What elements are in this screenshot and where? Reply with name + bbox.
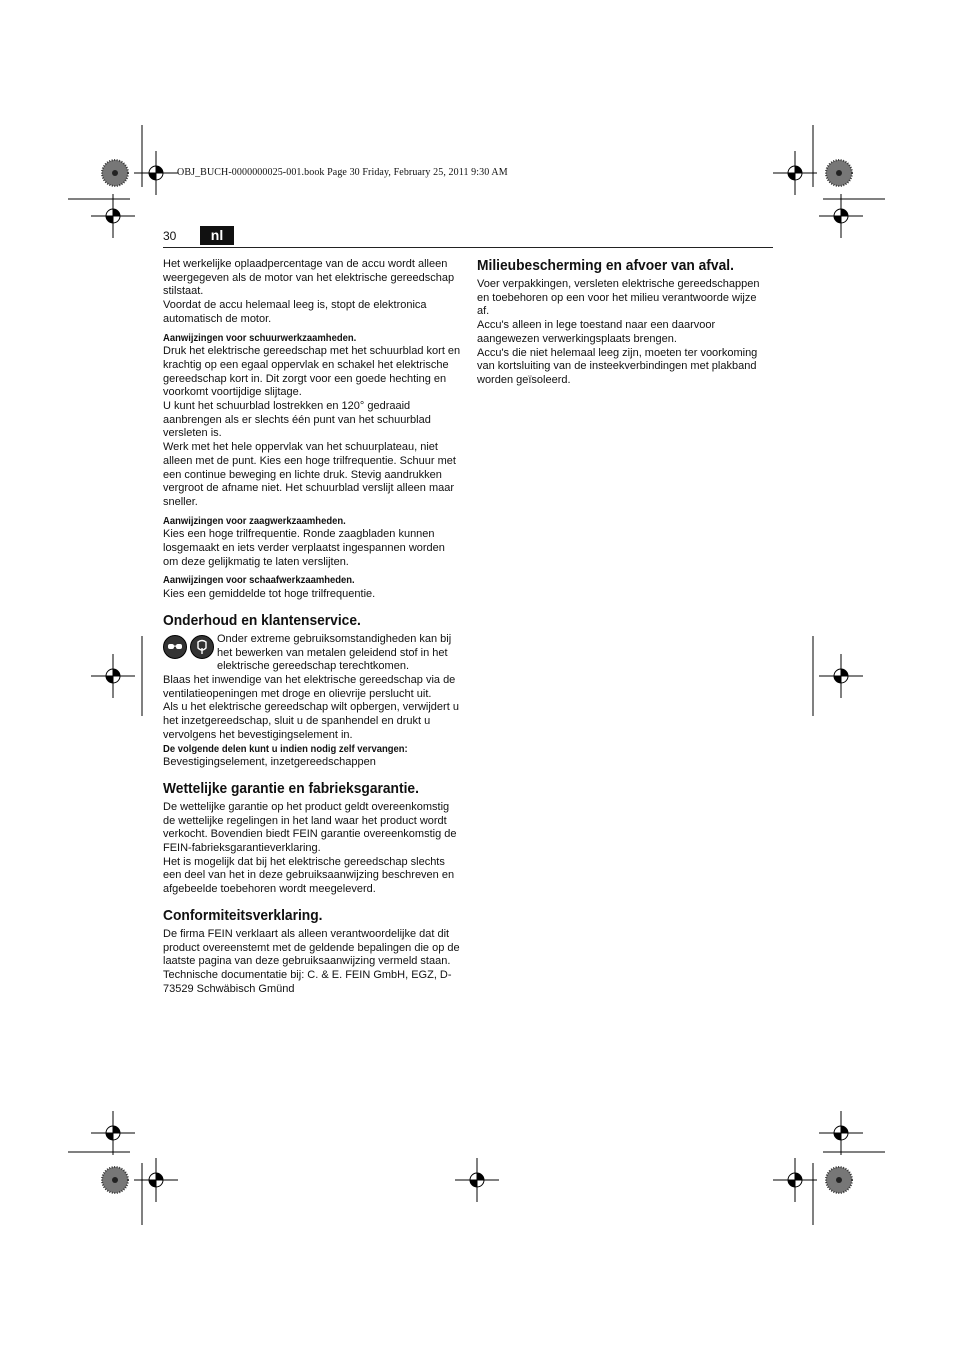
header-rule bbox=[163, 247, 773, 248]
subheading-sawing: Aanwijzingen voor zaagwerkzaamheden. bbox=[163, 514, 346, 527]
file-slug: OBJ_BUCH-0000000025-001.book Page 30 Friday, February 25, 2011 9:30 AM bbox=[177, 167, 508, 178]
paragraph: Bevestigingselement, inzetgereedschappen bbox=[163, 756, 376, 769]
right-column bbox=[477, 257, 769, 388]
subheading-sanding: Aanwijzingen voor schuurwerkzaamheden. bbox=[163, 331, 357, 344]
paragraph: Het werkelijke oplaadpercentage van de accu wordt alleen weergegeven als de motor van het elektrische gereedschap stilstaat. bbox=[163, 258, 455, 298]
subheading-scraping: Aanwijzingen voor schaafwerkzaamheden. bbox=[163, 574, 355, 587]
paragraph: Voordat de accu helemaal leeg is, stopt de elektronica automatisch de motor. bbox=[163, 299, 427, 325]
dust-mask-icon bbox=[190, 635, 214, 659]
language-badge: nl bbox=[200, 226, 234, 245]
paragraph: U kunt het schuurblad lostrekken en 120° gedraaid aanbrengen als er slechts één punt van het schuurblad versleten is. bbox=[163, 400, 431, 440]
paragraph: Blaas het inwendige van het elektrische gereedschap via de ventilatieopeningen met droge en olievrije perslucht uit. bbox=[163, 673, 456, 700]
paragraph: Het is mogelijk dat bij het elektrische gereedschap slechts een deel van het in deze gebruiksaanwijzing beschreven en afgebeelde toebehoren wordt meegeleverd. bbox=[163, 855, 455, 896]
subheading-parts: De volgende delen kunt u indien nodig zelf vervangen: bbox=[163, 742, 408, 755]
heading-environment: Milieubescherming en afvoer van afval. bbox=[477, 257, 734, 274]
heading-warranty: Wettelijke garantie en fabrieksgarantie. bbox=[163, 779, 419, 797]
paragraph: Accu's alleen in lege toestand naar een daarvoor aangewezen verwerkingsplaats brengen. bbox=[477, 319, 716, 345]
warning-with-icons bbox=[163, 633, 461, 674]
safety-goggles-icon bbox=[163, 635, 187, 659]
page-number: 30 bbox=[163, 229, 177, 243]
paragraph: Druk het elektrische gereedschap met het schuurblad kort en krachtig op een egaal oppervlak en schakel het elektrische gereedschap kort in. Dit zorgt voor een goede hechting en voorkomt voortijdige slijtage. bbox=[163, 345, 461, 399]
paragraph: Technische documentatie bij: C. & E. FEIN GmbH, EGZ, D-73529 Schwäbisch Gmünd bbox=[163, 968, 452, 995]
paragraph: Voer verpakkingen, versleten elektrische gereedschappen en toebehoren op een voor het milieu verantwoorde wijze af. bbox=[477, 278, 760, 318]
paragraph: De firma FEIN verklaart als alleen verantwoordelijke dat dit product overeenstemt met de geldende bepalingen die op de laatste pagina van deze gebruiksaanwijzing vermeld staan. bbox=[163, 927, 460, 968]
paragraph: Kies een gemiddelde tot hoge trilfrequentie. bbox=[163, 588, 376, 601]
paragraph: Onder extreme gebruiksomstandigheden kan bij het bewerken van metalen geleidend stof in het elektrische gereedschap terechtkomen. bbox=[217, 632, 452, 673]
paragraph: Accu's die niet helemaal leeg zijn, moeten ter voorkoming van kortsluiting van de insteekverbindingen met plakband worden geïsoleerd. bbox=[477, 346, 758, 386]
heading-conformity: Conformiteitsverklaring. bbox=[163, 906, 323, 924]
heading-maintenance: Onderhoud en klantenservice. bbox=[163, 611, 361, 629]
paragraph: Werk met het hele oppervlak van het schuurplateau, niet alleen met de punt. Kies een hoge trilfrequentie. Schuur met een continue beweging en lichte druk. Stevig aandrukken vergroot de afname niet. Het schuurblad verslijt alleen maar sneller. bbox=[163, 441, 456, 508]
paragraph: Kies een hoge trilfrequentie. Ronde zaagbladen kunnen losgemaakt en iets verder verplaatst ingespannen worden om deze gelijkmatig te laten verslijten. bbox=[163, 528, 445, 568]
paragraph: Als u het elektrische gereedschap wilt opbergen, verwijdert u het inzetgereedschap, sluit u de spanhendel en drukt u vervolgens het bevestigingselement in. bbox=[163, 701, 459, 741]
paragraph: De wettelijke garantie op het product geldt overeenkomstig de wettelijke regelingen in het land waar het product wordt verkocht. Bovendien biedt FEIN garantie overeenkomstig de FEIN-fabrieksgarantieverklaring. bbox=[163, 800, 457, 855]
left-column bbox=[163, 258, 461, 996]
